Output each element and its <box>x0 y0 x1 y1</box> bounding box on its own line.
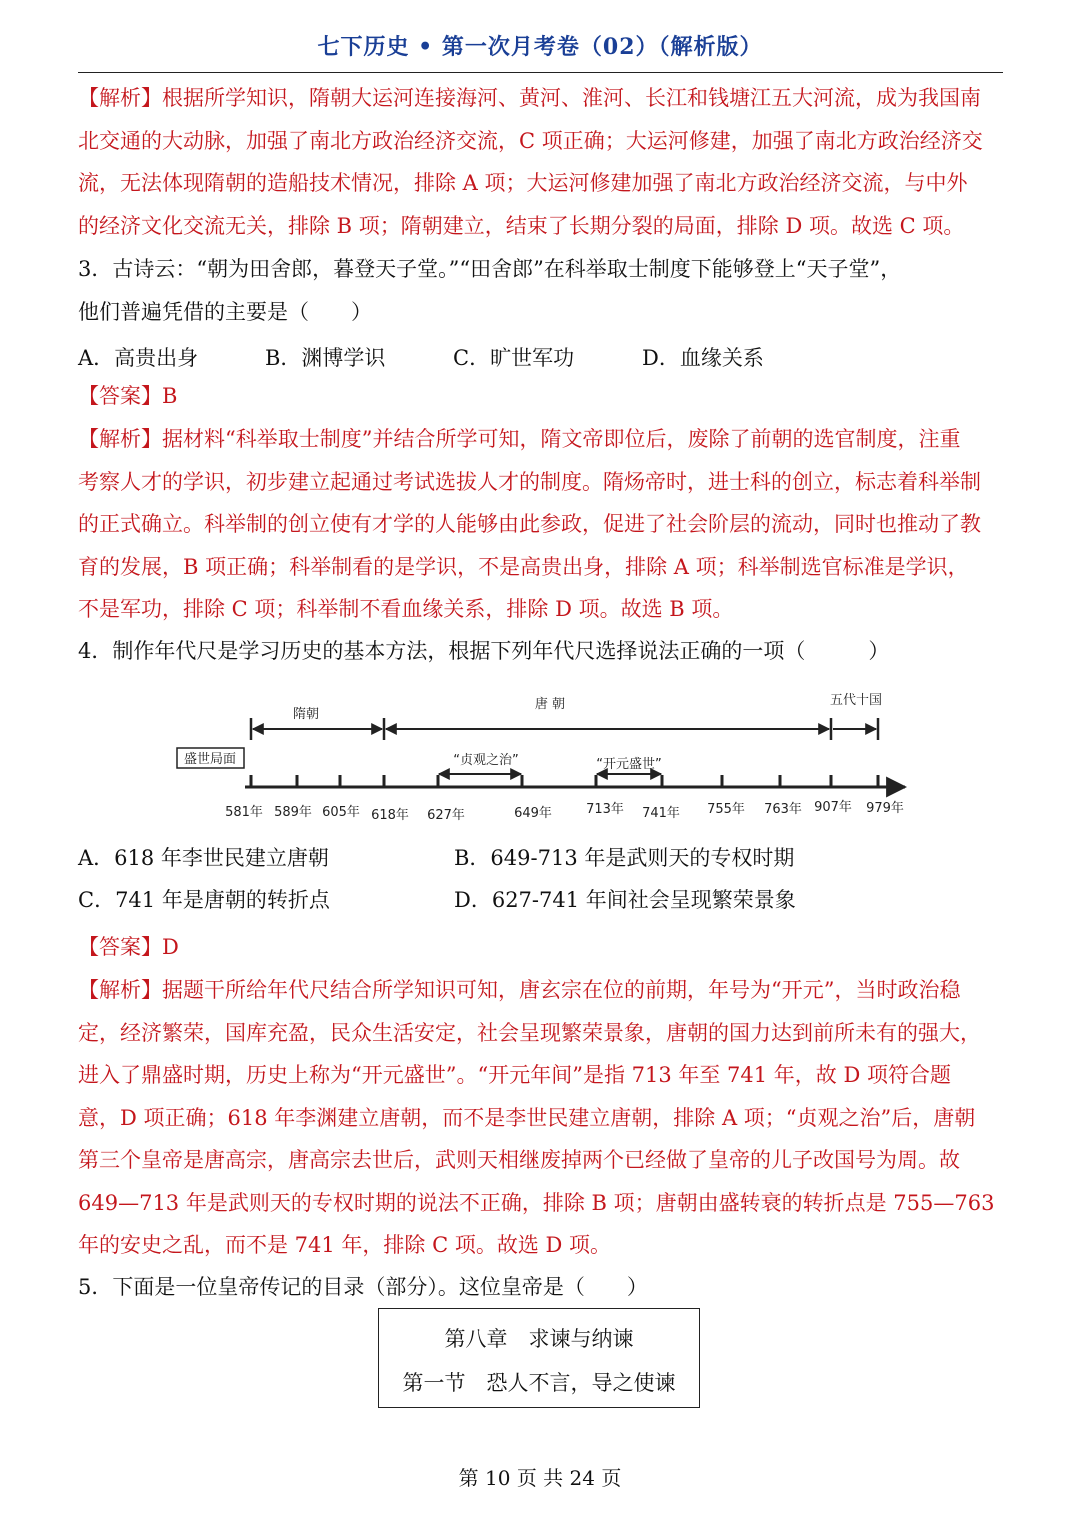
q4-option-c: C．741 年是唐朝的转折点 <box>78 888 330 912</box>
era-label-zhenguan: “贞观之治” <box>453 753 519 768</box>
analysis-line: 进入了鼎盛时期，历史上称为“开元盛世”。“开元年间”是指 713 年至 741 年，故 D 项符合题 <box>78 1063 951 1087</box>
year-label: 979年 <box>866 801 904 816</box>
era-label-kaiyuan: “开元盛世” <box>596 757 662 772</box>
analysis-line: 定，经济繁荣，国库充盈，民众生活安定，社会呈现繁荣景象，唐朝的国力达到前所未有的强大， <box>78 1020 981 1045</box>
question-line: 3．古诗云：“朝为田舍郎，暮登天子堂。”“田舍郎”在科举取士制度下能够登上“天子堂”， <box>78 257 902 281</box>
analysis-line: 的经济文化交流无关，排除 B 项；隋朝建立，结束了长期分裂的局面，排除 D 项。故选 C 项。 <box>78 213 965 238</box>
period-label-tang: 唐 朝 <box>534 697 566 712</box>
q2-analysis <box>78 77 1008 247</box>
period-label-sui: 隋朝 <box>292 707 320 722</box>
analysis-tag: 【解析】 <box>78 86 162 110</box>
analysis-line: 【解析】根据所学知识，隋朝大运河连接海河、黄河、淮河、长江和钱塘江五大河流，成为我国南 <box>78 86 981 110</box>
year-label: 755年 <box>707 802 745 817</box>
q5-stem: 5．下面是一位皇帝传记的目录（部分）。这位皇帝是（ ） <box>78 1275 648 1299</box>
answer-value: B <box>162 384 178 408</box>
analysis-line: 育的发展，B 项正确；科举制看的是学识，不是高贵出身，排除 A 项；科举制选官标准是学识， <box>78 554 969 579</box>
answer-tag: 【答案】 <box>78 935 162 959</box>
q4-answer <box>78 926 1008 969</box>
year-label: 649年 <box>514 806 552 821</box>
analysis-line: 第三个皇帝是唐高宗，唐高宗去世后，武则天相继废掉两个已经做了皇帝的儿子改国号为周。故 <box>78 1148 960 1172</box>
row-label: 盛世局面 <box>183 752 237 767</box>
answer-tag: 【答案】 <box>78 384 162 408</box>
period-label-wudai: 五代十国 <box>829 693 883 708</box>
q4-analysis <box>78 969 1008 1267</box>
analysis-tag: 【解析】 <box>78 427 162 451</box>
analysis-line: 649—713 年是武则天的专权时期的说法不正确，排除 B 项；唐朝由盛转衰的转折点是 755—763 <box>78 1190 995 1215</box>
toc-chapter: 第八章 求谏与纳谏 <box>444 1327 634 1351</box>
q3-option-d: D．血缘关系 <box>642 346 764 370</box>
q4-stem: 4．制作年代尺是学习历史的基本方法，根据下列年代尺选择说法正确的一项（ ） <box>78 639 890 663</box>
year-label: 589年 <box>274 805 312 820</box>
timeline-chart <box>170 680 920 830</box>
analysis-line: 北交通的大动脉，加强了南北方政治经济交流，C 项正确；大运河修建，加强了南北方政治经济交 <box>78 128 983 153</box>
question-line: 他们普遍凭借的主要是（ ） <box>78 299 372 324</box>
year-label: 605年 <box>322 805 360 820</box>
header-rule <box>78 72 1003 73</box>
year-label: 618年 <box>371 808 409 823</box>
q3-option-c: C．旷世军功 <box>453 346 575 370</box>
year-label: 713年 <box>586 802 624 817</box>
analysis-line: 的正式确立。科举制的创立使有才学的人能够由此参政，促进了社会阶层的流动，同时也推动了教 <box>78 512 981 536</box>
q3-analysis <box>78 418 1008 631</box>
analysis-line: 流，无法体现隋朝的造船技术情况，排除 A 项；大运河修建加强了南北方政治经济交流，与中外 <box>78 171 968 195</box>
toc-section: 第一节 恐人不言，导之使谏 <box>402 1371 676 1395</box>
analysis-line: 意，D 项正确；618 年李渊建立唐朝，而不是李世民建立唐朝，排除 A 项；“贞观之治”后，唐朝 <box>78 1105 976 1130</box>
year-label: 741年 <box>642 806 680 821</box>
analysis-line: 不是军功，排除 C 项；科举制不看血缘关系，排除 D 项。故选 B 项。 <box>78 597 734 621</box>
year-label: 581年 <box>225 805 263 820</box>
page-header-title: 七下历史 • 第一次月考卷（02）（解析版） <box>317 34 763 60</box>
q3-option-b: B．渊博学识 <box>265 346 386 370</box>
page-number: 第 10 页 共 24 页 <box>458 1466 622 1490</box>
q4-option-d: D．627-741 年间社会呈现繁荣景象 <box>454 888 796 912</box>
year-label: 763年 <box>764 802 802 817</box>
analysis-line: 【解析】据材料“科举取士制度”并结合所学可知，隋文帝即位后，废除了前朝的选官制度，注重 <box>78 427 961 451</box>
q3-stem <box>78 248 1008 333</box>
analysis-line: 考察人才的学识，初步建立起通过考试选拔人才的制度。隋炀帝时，进士科的创立，标志着科举制 <box>78 469 981 494</box>
q4-option-a: A．618 年李世民建立唐朝 <box>78 846 329 870</box>
q3-option-a: A．高贵出身 <box>78 346 199 370</box>
answer-value: D <box>162 935 179 959</box>
q3-answer <box>78 375 1008 418</box>
analysis-tag: 【解析】 <box>78 978 162 1002</box>
analysis-line: 年的安史之乱，而不是 741 年，排除 C 项。故选 D 项。 <box>78 1233 612 1257</box>
year-label: 627年 <box>427 808 465 823</box>
q4-option-b: B．649-713 年是武则天的专权时期 <box>454 846 795 870</box>
toc-box <box>378 1308 700 1408</box>
analysis-line: 【解析】据题干所给年代尺结合所学知识可知，唐玄宗在位的前期，年号为“开元”，当时政治稳 <box>78 978 961 1002</box>
year-label: 907年 <box>814 800 852 815</box>
